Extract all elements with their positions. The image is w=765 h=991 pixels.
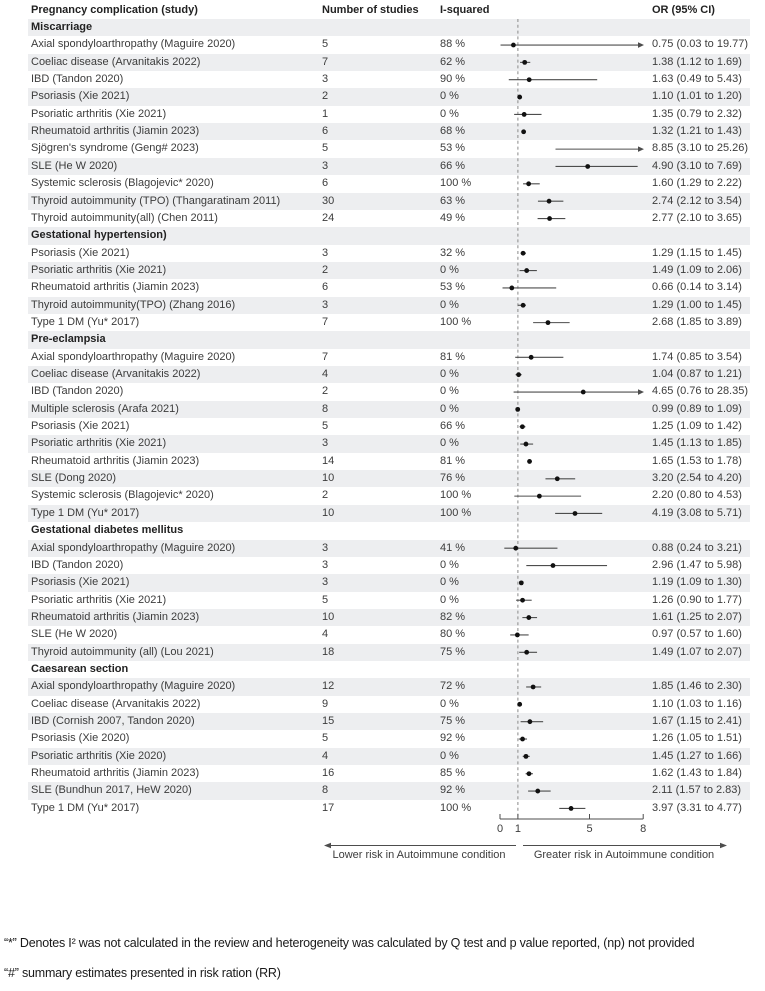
study-row <box>28 470 750 487</box>
num-studies-value: 10 <box>322 506 335 519</box>
study-label: IBD (Tandon 2020) <box>31 73 124 86</box>
study-label: Psoriatic arthritis (Xie 2021) <box>31 107 167 120</box>
footnote-asterisk: “*” Denotes I² was not calculated in the review and heterogeneity was calculated by Q test and p value reported, (np) not provided <box>4 936 695 950</box>
i-squared-value: 0 % <box>440 298 459 311</box>
study-row <box>28 418 750 435</box>
i-squared-value: 80 % <box>440 628 466 641</box>
section-row <box>28 227 750 244</box>
study-row <box>28 158 750 175</box>
study-label: Systemic sclerosis (Blagojevic* 2020) <box>31 489 214 502</box>
or-ci-value: 1.38 (1.12 to 1.69) <box>652 55 742 68</box>
or-ci-value: 1.45 (1.13 to 1.85) <box>652 437 742 450</box>
study-label: Type 1 DM (Yu* 2017) <box>31 801 140 814</box>
num-studies-value: 18 <box>322 645 335 658</box>
study-label: Multiple sclerosis (Arafa 2021) <box>31 402 179 415</box>
study-row <box>28 36 750 53</box>
study-row <box>28 435 750 452</box>
study-row <box>28 297 750 314</box>
num-studies-value: 10 <box>322 472 335 485</box>
study-row <box>28 592 750 609</box>
study-row <box>28 748 750 765</box>
num-studies-value: 5 <box>322 593 329 606</box>
study-label: SLE (Dong 2020) <box>31 472 116 485</box>
section-row <box>28 331 750 348</box>
i-squared-value: 32 % <box>440 246 466 259</box>
or-ci-value: 1.60 (1.29 to 2.22) <box>652 177 742 190</box>
study-row <box>28 644 750 661</box>
study-row <box>28 175 750 192</box>
or-ci-value: 1.85 (1.46 to 2.30) <box>652 680 742 693</box>
or-ci-value: 2.20 (0.80 to 4.53) <box>652 489 742 502</box>
num-studies-value: 30 <box>322 194 335 207</box>
study-label: Axial spondyloarthropathy (Maguire 2020) <box>31 680 236 693</box>
study-label: Psoriasis (Xie 2021) <box>31 90 130 103</box>
study-label: SLE (Bundhun 2017, HeW 2020) <box>31 784 192 797</box>
study-row <box>28 505 750 522</box>
study-label: Coeliac disease (Arvanitakis 2022) <box>31 55 201 68</box>
or-ci-value: 1.32 (1.21 to 1.43) <box>652 125 742 138</box>
study-row <box>28 487 750 504</box>
x-axis-tick-label: 5 <box>586 823 593 835</box>
study-label: Axial spondyloarthropathy (Maguire 2020) <box>31 38 236 51</box>
study-label: Rheumatoid arthritis (Jiamin 2023) <box>31 454 200 467</box>
i-squared-value: 0 % <box>440 697 459 710</box>
x-axis-tick-label: 8 <box>640 823 647 835</box>
study-row <box>28 800 750 817</box>
num-studies-value: 17 <box>322 801 335 814</box>
i-squared-value: 0 % <box>440 593 459 606</box>
or-ci-value: 1.74 (0.85 to 3.54) <box>652 350 742 363</box>
study-label: Sjögren's syndrome (Geng# 2023) <box>31 142 199 155</box>
section-title: Miscarriage <box>31 21 93 33</box>
study-label: Psoriatic arthritis (Xie 2021) <box>31 437 167 450</box>
or-ci-value: 1.25 (1.09 to 1.42) <box>652 420 742 433</box>
i-squared-value: 0 % <box>440 437 459 450</box>
num-studies-value: 8 <box>322 784 329 797</box>
study-label: Psoriasis (Xie 2020) <box>31 732 130 745</box>
study-label: Type 1 DM (Yu* 2017) <box>31 315 140 328</box>
num-studies-value: 9 <box>322 697 329 710</box>
or-ci-value: 0.66 (0.14 to 3.14) <box>652 281 742 294</box>
num-studies-value: 8 <box>322 402 329 415</box>
num-studies-value: 15 <box>322 715 335 727</box>
or-ci-value: 1.45 (1.27 to 1.66) <box>652 749 742 762</box>
study-label: SLE (He W 2020) <box>31 159 118 172</box>
or-ci-value: 1.63 (0.49 to 5.43) <box>652 73 742 86</box>
study-row <box>28 106 750 123</box>
study-label: Psoriatic arthritis (Xie 2020) <box>31 749 167 762</box>
section-title: Gestational diabetes mellitus <box>31 524 184 537</box>
study-label: Rheumatoid arthritis (Jiamin 2023) <box>31 610 200 623</box>
num-studies-value: 7 <box>322 55 329 68</box>
num-studies-value: 10 <box>322 610 335 623</box>
study-label: Thyroid autoimmunity (TPO) (Thangaratinam 2011) <box>31 194 281 207</box>
study-row <box>28 210 750 227</box>
or-ci-value: 1.65 (1.53 to 1.78) <box>652 454 742 467</box>
study-row <box>28 123 750 140</box>
i-squared-value: 0 % <box>440 90 459 103</box>
num-studies-value: 3 <box>322 541 329 554</box>
study-row <box>28 279 750 296</box>
study-row <box>28 349 750 366</box>
i-squared-value: 92 % <box>440 784 466 797</box>
i-squared-value: 76 % <box>440 472 466 485</box>
i-squared-value: 72 % <box>440 680 466 693</box>
num-studies-value: 16 <box>322 767 335 780</box>
study-label: Thyroid autoimmunity(all) (Chen 2011) <box>31 211 218 224</box>
study-row <box>28 453 750 470</box>
or-ci-value: 4.90 (3.10 to 7.69) <box>652 159 742 172</box>
or-ci-value: 1.19 (1.09 to 1.30) <box>652 576 742 589</box>
i-squared-value: 41 % <box>440 541 466 554</box>
num-studies-value: 7 <box>322 315 329 328</box>
study-label: Rheumatoid arthritis (Jiamin 2023) <box>31 281 200 294</box>
num-studies-value: 5 <box>322 420 329 433</box>
num-studies-value: 2 <box>322 385 329 398</box>
study-label: Systemic sclerosis (Blagojevic* 2020) <box>31 177 214 190</box>
study-row <box>28 626 750 643</box>
i-squared-value: 66 % <box>440 420 466 433</box>
study-label: Type 1 DM (Yu* 2017) <box>31 506 140 519</box>
or-ci-value: 2.68 (1.85 to 3.89) <box>652 315 742 328</box>
study-label: Axial spondyloarthropathy (Maguire 2020) <box>31 541 236 554</box>
i-squared-value: 100 % <box>440 177 472 190</box>
section-row <box>28 19 750 36</box>
num-studies-value: 1 <box>322 107 329 120</box>
col-header-or-ci: OR (95% CI) <box>652 4 715 16</box>
study-row <box>28 730 750 747</box>
or-ci-value: 3.97 (3.31 to 4.77) <box>652 801 742 814</box>
or-ci-value: 4.65 (0.76 to 28.35) <box>652 385 749 398</box>
study-row <box>28 140 750 157</box>
or-ci-value: 1.61 (1.25 to 2.07) <box>652 610 742 623</box>
num-studies-value: 2 <box>322 263 329 276</box>
study-row <box>28 609 750 626</box>
study-label: Thyroid autoimmunity(TPO) (Zhang 2016) <box>31 298 236 311</box>
footnote-hash: “#” summary estimates presented in risk ration (RR) <box>4 966 281 980</box>
or-ci-value: 8.85 (3.10 to 25.26) <box>652 142 749 155</box>
num-studies-value: 3 <box>322 576 329 589</box>
num-studies-value: 6 <box>322 281 329 294</box>
i-squared-value: 92 % <box>440 732 466 745</box>
or-ci-value: 1.67 (1.15 to 2.41) <box>652 715 742 727</box>
section-title: Caesarean section <box>31 662 129 675</box>
num-studies-value: 3 <box>322 246 329 259</box>
study-label: SLE (He W 2020) <box>31 628 118 641</box>
i-squared-value: 100 % <box>440 315 472 328</box>
or-ci-value: 0.99 (0.89 to 1.09) <box>652 402 742 415</box>
study-label: Psoriasis (Xie 2021) <box>31 420 130 433</box>
i-squared-value: 82 % <box>440 610 466 623</box>
num-studies-value: 5 <box>322 38 329 51</box>
col-header-complication: Pregnancy complication (study) <box>31 4 198 16</box>
num-studies-value: 3 <box>322 159 329 172</box>
i-squared-value: 0 % <box>440 558 459 571</box>
or-ci-value: 4.19 (3.08 to 5.71) <box>652 506 742 519</box>
or-ci-value: 1.10 (1.01 to 1.20) <box>652 90 742 103</box>
or-ci-value: 1.04 (0.87 to 1.21) <box>652 368 742 380</box>
num-studies-value: 24 <box>322 211 335 224</box>
i-squared-value: 0 % <box>440 107 459 120</box>
or-ci-value: 1.10 (1.03 to 1.16) <box>652 697 742 710</box>
study-label: Rheumatoid arthritis (Jiamin 2023) <box>31 767 200 780</box>
or-ci-value: 2.74 (2.12 to 3.54) <box>652 194 742 207</box>
study-row <box>28 245 750 262</box>
or-ci-value: 1.35 (0.79 to 2.32) <box>652 107 742 120</box>
i-squared-value: 63 % <box>440 194 466 207</box>
study-label: Coeliac disease (Arvanitakis 2022) <box>31 697 201 710</box>
i-squared-value: 66 % <box>440 159 466 172</box>
section-row <box>28 522 750 539</box>
i-squared-value: 81 % <box>440 454 466 467</box>
study-label: Thyroid autoimmunity (all) (Lou 2021) <box>31 645 214 658</box>
study-row <box>28 401 750 418</box>
num-studies-value: 4 <box>322 628 329 641</box>
num-studies-value: 2 <box>322 489 329 502</box>
i-squared-value: 53 % <box>440 142 466 155</box>
study-row <box>28 262 750 279</box>
study-row <box>28 713 750 730</box>
x-axis-tick-label: 1 <box>514 823 521 835</box>
i-squared-value: 75 % <box>440 645 466 658</box>
study-row <box>28 574 750 591</box>
study-row <box>28 678 750 695</box>
i-squared-value: 85 % <box>440 767 466 780</box>
num-studies-value: 2 <box>322 90 329 103</box>
i-squared-value: 75 % <box>440 715 466 727</box>
i-squared-value: 81 % <box>440 350 466 363</box>
study-label: IBD (Cornish 2007, Tandon 2020) <box>31 715 195 727</box>
study-row <box>28 193 750 210</box>
or-ci-value: 1.29 (1.15 to 1.45) <box>652 246 742 259</box>
num-studies-value: 7 <box>322 350 329 363</box>
or-ci-value: 1.49 (1.07 to 2.07) <box>652 645 742 658</box>
i-squared-value: 100 % <box>440 801 472 814</box>
i-squared-value: 68 % <box>440 125 466 138</box>
study-row <box>28 71 750 88</box>
study-row <box>28 696 750 713</box>
study-row <box>28 314 750 331</box>
or-ci-value: 3.20 (2.54 to 4.20) <box>652 472 742 485</box>
i-squared-value: 0 % <box>440 368 459 380</box>
i-squared-value: 0 % <box>440 263 459 276</box>
num-studies-value: 3 <box>322 73 329 86</box>
study-label: Axial spondyloarthropathy (Maguire 2020) <box>31 350 236 363</box>
study-label: IBD (Tandon 2020) <box>31 558 124 571</box>
i-squared-value: 0 % <box>440 402 459 415</box>
study-row <box>28 782 750 799</box>
study-label: Coeliac disease (Arvanitakis 2022) <box>31 368 201 380</box>
study-row <box>28 765 750 782</box>
or-ci-value: 0.88 (0.24 to 3.21) <box>652 541 742 554</box>
or-ci-value: 2.77 (2.10 to 3.65) <box>652 211 742 224</box>
num-studies-value: 3 <box>322 298 329 311</box>
num-studies-value: 6 <box>322 125 329 138</box>
or-ci-value: 1.26 (1.05 to 1.51) <box>652 732 742 745</box>
study-label: Psoriasis (Xie 2021) <box>31 246 130 259</box>
col-header-i-squared: I-squared <box>440 4 490 16</box>
or-ci-value: 0.97 (0.57 to 1.60) <box>652 628 742 641</box>
num-studies-value: 14 <box>322 454 335 467</box>
section-title: Pre-eclampsia <box>31 333 106 346</box>
axis-label-lower-risk: Lower risk in Autoimmune condition <box>332 849 506 861</box>
num-studies-value: 4 <box>322 749 329 762</box>
study-row <box>28 383 750 400</box>
num-studies-value: 3 <box>322 558 329 571</box>
num-studies-value: 12 <box>322 680 335 693</box>
footnotes <box>4 936 694 991</box>
or-ci-value: 1.49 (1.09 to 2.06) <box>652 263 742 276</box>
study-row <box>28 54 750 71</box>
i-squared-value: 90 % <box>440 73 466 86</box>
num-studies-value: 3 <box>322 437 329 450</box>
i-squared-value: 100 % <box>440 506 472 519</box>
i-squared-value: 0 % <box>440 385 459 398</box>
study-label: Psoriasis (Xie 2021) <box>31 576 130 589</box>
i-squared-value: 0 % <box>440 576 459 589</box>
study-row <box>28 88 750 105</box>
i-squared-value: 62 % <box>440 55 466 68</box>
study-label: IBD (Tandon 2020) <box>31 385 124 398</box>
study-label: Rheumatoid arthritis (Jiamin 2023) <box>31 125 200 138</box>
or-ci-value: 2.96 (1.47 to 5.98) <box>652 558 742 571</box>
num-studies-value: 4 <box>322 368 329 380</box>
or-ci-value: 1.62 (1.43 to 1.84) <box>652 767 742 780</box>
num-studies-value: 5 <box>322 142 329 155</box>
section-title: Gestational hypertension) <box>31 229 167 242</box>
col-header-number-of-studies: Number of studies <box>322 4 419 16</box>
num-studies-value: 6 <box>322 177 329 190</box>
study-row <box>28 540 750 557</box>
i-squared-value: 49 % <box>440 211 466 224</box>
or-ci-value: 1.26 (0.90 to 1.77) <box>652 593 742 606</box>
study-row <box>28 366 750 383</box>
study-label: Psoriatic arthritis (Xie 2021) <box>31 593 167 606</box>
or-ci-value: 1.29 (1.00 to 1.45) <box>652 298 742 311</box>
study-label: Psoriatic arthritis (Xie 2021) <box>31 263 167 276</box>
axis-label-greater-risk: Greater risk in Autoimmune condition <box>533 849 715 861</box>
i-squared-value: 53 % <box>440 281 466 294</box>
i-squared-value: 100 % <box>440 489 472 502</box>
num-studies-value: 5 <box>322 732 329 745</box>
or-ci-value: 0.75 (0.03 to 19.77) <box>652 38 749 51</box>
i-squared-value: 88 % <box>440 38 466 51</box>
x-axis-tick-label: 0 <box>496 823 504 835</box>
i-squared-value: 0 % <box>440 749 459 762</box>
study-row <box>28 557 750 574</box>
section-row <box>28 661 750 678</box>
or-ci-value: 2.11 (1.57 to 2.83) <box>652 784 742 797</box>
